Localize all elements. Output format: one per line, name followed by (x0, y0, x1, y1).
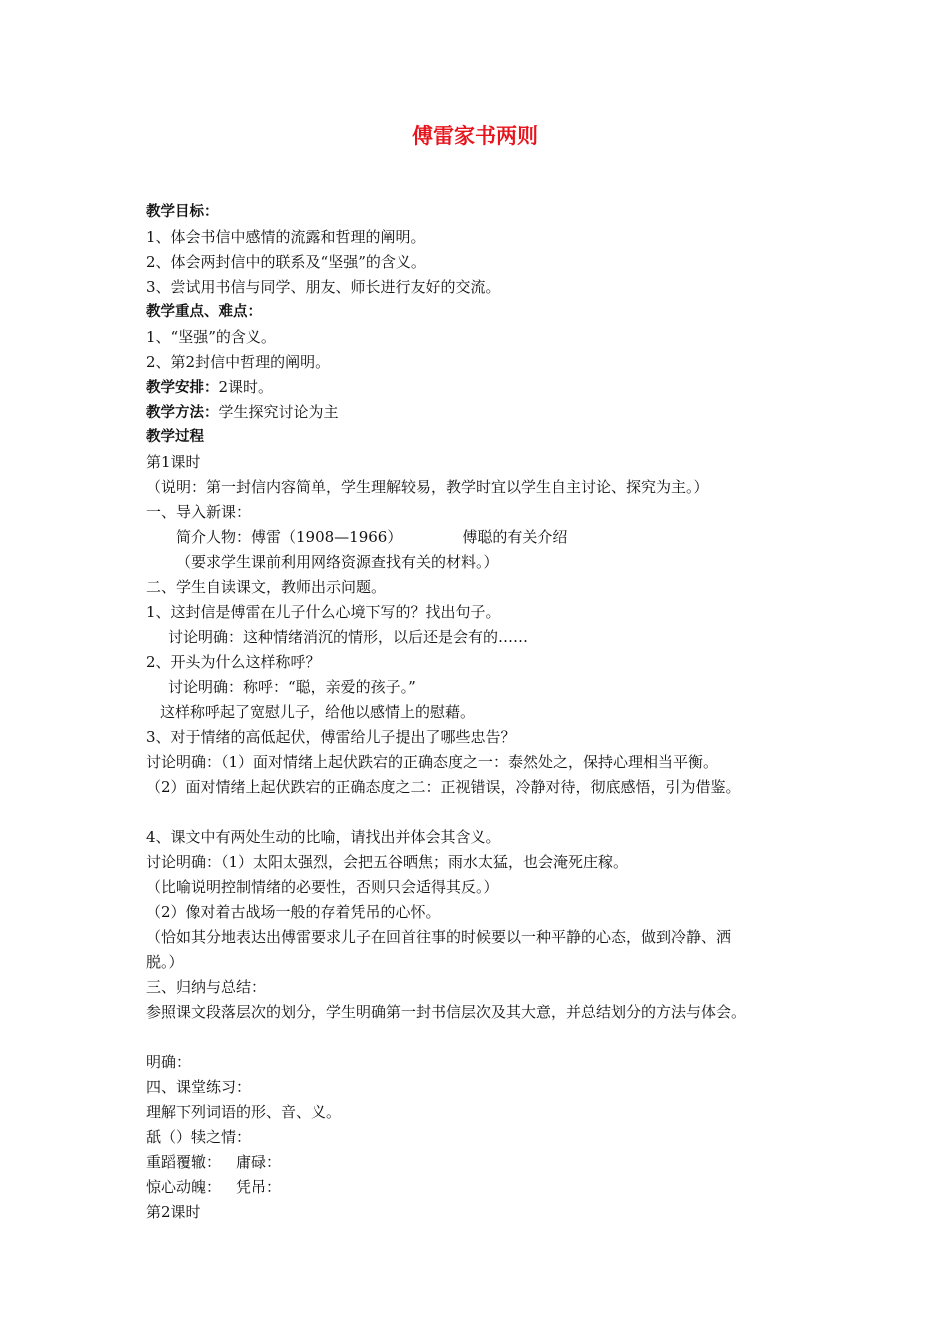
answer-4-explanation: （恰如其分地表达出傅雷要求儿子在回首往事的时候要以一种平静的心态，做到冷静、洒 (146, 928, 732, 946)
keypoints-heading: 教学重点、难点： (146, 304, 262, 320)
exercise-item: 惊心动魄： (146, 1178, 222, 1196)
exercise-item: 重蹈覆辙： (146, 1153, 222, 1171)
question-4: 4、课文中有两处生动的比喻，请找出并体会其含义。 (146, 828, 501, 846)
method-label: 教学方法： (146, 405, 219, 421)
clarify-label: 明确： (146, 1053, 192, 1071)
exercise-row (146, 1175, 826, 1200)
answer-2: 讨论明确：称呼：“聪，亲爱的孩子。” (168, 678, 416, 696)
document-body (146, 200, 826, 1225)
exercise-row (146, 1150, 826, 1175)
objectives-heading: 教学目标： (146, 204, 219, 220)
exercise-text: 理解下列词语的形、音、义。 (146, 1103, 342, 1121)
objective-item: 3、尝试用书信与同学、朋友、师长进行友好的交流。 (146, 278, 501, 296)
document-title: 傅雷家书两则 (412, 124, 538, 148)
objective-item: 1、体会书信中感情的流露和哲理的阐明。 (146, 228, 426, 246)
process-heading: 教学过程 (146, 429, 204, 445)
schedule-value: 2课时。 (218, 378, 274, 396)
intro-fucong: 傅聪的有关介绍 (462, 528, 568, 546)
objective-item: 2、体会两封信中的联系及“坚强”的含义。 (146, 253, 426, 271)
lesson1-label: 第1课时 (146, 453, 201, 471)
answer-1: 讨论明确：这种情绪消沉的情形，以后还是会有的…… (168, 628, 529, 646)
exercise-heading: 四、课堂练习： (146, 1078, 252, 1096)
answer-4-note: （比喻说明控制情绪的必要性，否则只会适得其反。） (146, 878, 499, 896)
answer-4-second: （2）像对着古战场一般的存着凭吊的心怀。 (146, 903, 441, 921)
intro-requirement: （要求学生课前利用网络资源查找有关的材料。） (176, 553, 499, 571)
question-3: 3、对于情绪的高低起伏，傅雷给儿子提出了哪些忠告？ (146, 728, 516, 746)
read-heading: 二、学生自读课文，教师出示问题。 (146, 578, 387, 596)
answer-4-explanation-end: 脱。） (146, 953, 184, 971)
exercise-item: 庸碌： (236, 1153, 282, 1171)
answer-3-detail: （2）面对情绪上起伏跌宕的正确态度之二：正视错误，冷静对待，彻底感悟，引为借鉴。 (146, 778, 741, 796)
answer-2-detail: 这样称呼起了宽慰儿子，给他以感情上的慰藉。 (160, 703, 476, 721)
schedule-line (146, 375, 826, 400)
lesson2-label: 第2课时 (146, 1203, 201, 1221)
summary-heading: 三、归纳与总结： (146, 978, 267, 996)
exercise-item: 凭吊： (236, 1178, 282, 1196)
schedule-label: 教学安排： (146, 380, 219, 396)
method-line (146, 400, 826, 425)
exercise-item: 舐（）犊之情： (146, 1128, 252, 1146)
lesson1-note: （说明：第一封信内容简单，学生理解较易，教学时宜以学生自主讨论、探究为主。） (146, 478, 709, 496)
question-2: 2、开头为什么这样称呼？ (146, 653, 321, 671)
answer-3: 讨论明确：（1）面对情绪上起伏跌宕的正确态度之一：泰然处之，保持心理相当平衡。 (146, 753, 719, 771)
summary-text: 参照课文段落层次的划分，学生明确第一封书信层次及其大意，并总结划分的方法与体会。 (146, 1003, 747, 1021)
intro-person: 简介人物：傅雷（1908—1966） (176, 528, 403, 546)
keypoint-item: 1、“坚强”的含义。 (146, 328, 276, 346)
method-value: 学生探究讨论为主 (218, 403, 339, 421)
answer-4: 讨论明确：（1）太阳太强烈，会把五谷晒焦；雨水太猛，也会淹死庄稼。 (146, 853, 629, 871)
intro-person-line (146, 525, 826, 550)
question-1: 1、这封信是傅雷在儿子什么心境下写的？找出句子。 (146, 603, 501, 621)
intro-heading: 一、导入新课： (146, 503, 252, 521)
keypoint-item: 2、第2封信中哲理的阐明。 (146, 353, 331, 371)
